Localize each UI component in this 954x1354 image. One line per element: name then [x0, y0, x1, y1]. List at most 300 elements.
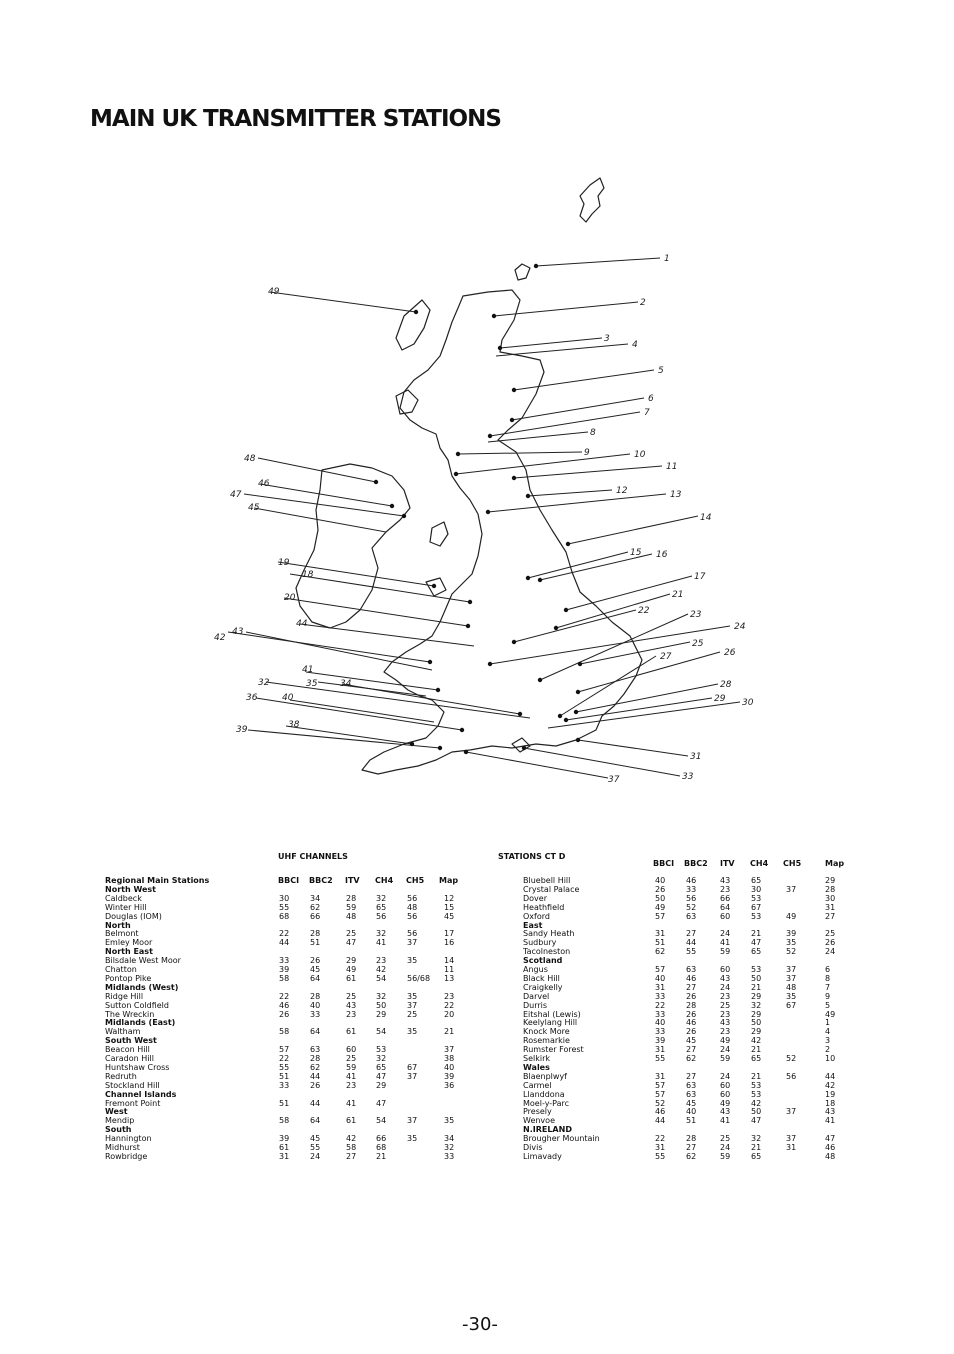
channel-cell: 24 [310, 1151, 321, 1161]
map-label: 43 [232, 627, 244, 637]
channel-cell: 26 [825, 938, 836, 948]
map-label: 10 [634, 450, 646, 460]
channel-cell: 6 [825, 965, 831, 974]
channel-cell: 51 [310, 938, 321, 948]
channel-cell: 46 [686, 876, 697, 885]
channel-cell: 47 [376, 1098, 387, 1108]
channel-cell: 45 [686, 1098, 697, 1108]
channel-cell: 54 [376, 1116, 387, 1126]
channel-cell: 5 [825, 1000, 831, 1010]
channel-cell: 18 [825, 1098, 836, 1108]
region-heading: West [105, 1107, 128, 1117]
station-name: Moel-y-Parc [523, 1098, 570, 1108]
station-name: Llanddona [523, 1089, 565, 1099]
channel-cell: 50 [751, 1107, 762, 1117]
region-heading: Channel Islands [105, 1089, 177, 1099]
channel-cell: 35 [786, 938, 797, 948]
channel-cell: 44 [686, 938, 697, 948]
channel-cell: 21 [444, 1027, 455, 1037]
channel-cell: 35 [786, 991, 797, 1001]
channel-cell: 52 [786, 1054, 797, 1063]
channel-cell: 37 [407, 1071, 418, 1081]
channel-cell: 56 [786, 1071, 797, 1081]
col-header: CH5 [406, 876, 425, 885]
channel-cell: 25 [407, 1009, 418, 1019]
region-heading: Scotland [523, 956, 563, 966]
right-table-header [523, 860, 853, 869]
channel-cell: 68 [279, 911, 290, 921]
channel-cell: 53 [376, 1045, 387, 1055]
col-header: CH4 [375, 876, 394, 885]
map-label: 7 [644, 408, 650, 418]
map-label: 16 [656, 550, 668, 560]
channel-cell: 39 [444, 1071, 455, 1081]
station-name: Limavady [523, 1151, 562, 1161]
station-name: Bilsdale West Moor [105, 956, 181, 966]
region-heading: North East [105, 947, 153, 957]
channel-cell: 41 [346, 1098, 357, 1108]
channel-cell: 41 [720, 1116, 731, 1126]
channel-cell: 45 [686, 1036, 697, 1046]
map-label: 25 [692, 639, 704, 649]
map-label: 8 [590, 428, 596, 438]
channel-cell: 42 [376, 965, 387, 974]
channel-cell: 27 [825, 911, 836, 921]
station-name: Blaenplwyf [523, 1071, 567, 1081]
map-label: 45 [248, 503, 260, 513]
channel-cell: 39 [279, 1134, 290, 1144]
station-name: Oxford [523, 911, 550, 921]
channel-cell: 22 [279, 1054, 290, 1063]
channel-cell: 57 [655, 965, 666, 974]
channel-cell: 42 [346, 1134, 357, 1144]
northern-ireland-outline [296, 464, 410, 628]
channel-cell: 26 [310, 956, 321, 966]
map-label: 5 [658, 366, 664, 376]
channel-cell: 30 [279, 893, 290, 903]
channel-cell: 29 [376, 1080, 387, 1090]
map-label: 4 [632, 340, 638, 350]
map-label: 42 [214, 633, 226, 643]
channel-cell: 37 [407, 938, 418, 948]
channel-cell: 31 [655, 1143, 666, 1152]
map-label: 47 [230, 490, 242, 500]
channel-cell: 29 [751, 991, 762, 1001]
channel-cell: 24 [720, 1045, 731, 1055]
channel-cell: 60 [720, 911, 731, 921]
map-label: 31 [690, 752, 702, 762]
channel-cell: 21 [751, 982, 762, 992]
channel-cell: 50 [751, 973, 762, 983]
channel-cell: 46 [279, 1000, 290, 1010]
channel-cell: 32 [444, 1143, 455, 1152]
station-name: Knock More [523, 1027, 570, 1037]
map-label: 1 [664, 254, 670, 264]
great-britain-outline [362, 290, 642, 774]
channel-cell: 24 [825, 947, 836, 957]
channel-cell: 61 [346, 973, 357, 983]
channel-cell: 37 [407, 1000, 418, 1010]
shetland-outline [580, 178, 604, 222]
channel-cell: 39 [786, 929, 797, 939]
channel-cell: 55 [655, 1151, 666, 1161]
channel-cell: 65 [376, 902, 387, 912]
station-name: Ridge Hill [105, 991, 144, 1001]
channel-cell: 52 [686, 902, 697, 912]
channel-cell: 65 [751, 1054, 762, 1063]
channel-cell: 49 [720, 1098, 731, 1108]
channel-cell: 48 [786, 982, 797, 992]
map-label: 6 [648, 394, 654, 404]
channel-cell: 49 [825, 1009, 836, 1019]
channel-cell: 15 [444, 902, 455, 912]
channel-cell: 26 [655, 884, 666, 894]
channel-cell: 29 [751, 1027, 762, 1037]
channel-cell: 55 [279, 902, 290, 912]
channel-cell: 51 [279, 1098, 290, 1108]
map-label: 35 [306, 679, 318, 689]
channel-cell: 24 [720, 929, 731, 939]
channel-cell: 17 [444, 929, 455, 939]
channel-cell: 43 [720, 1018, 731, 1028]
channel-cell: 42 [825, 1080, 836, 1090]
channel-cell: 40 [444, 1062, 455, 1072]
channel-cell: 43 [825, 1107, 836, 1117]
map-label: 22 [638, 606, 650, 616]
map-label: 36 [246, 693, 258, 703]
channel-cell: 44 [825, 1071, 836, 1081]
channel-cell: 53 [751, 1089, 762, 1099]
channel-cell: 66 [720, 893, 731, 903]
channel-cell: 40 [686, 1107, 697, 1117]
channel-cell: 42 [751, 1036, 762, 1046]
channel-cell: 46 [686, 973, 697, 983]
channel-cell: 37 [786, 1134, 797, 1144]
channel-cell: 22 [279, 929, 290, 939]
channel-cell: 33 [686, 884, 697, 894]
station-name: Winter Hill [105, 902, 147, 912]
channel-cell: 9 [825, 991, 831, 1001]
channel-cell: 26 [310, 1080, 321, 1090]
channel-cell: 62 [686, 1151, 697, 1161]
channel-cell: 7 [825, 982, 831, 992]
station-name: Waltham [105, 1027, 141, 1037]
channel-cell: 24 [720, 982, 731, 992]
channel-cell: 27 [686, 1045, 697, 1055]
channel-cell: 61 [346, 1027, 357, 1037]
orkney-outline [515, 264, 530, 280]
channel-cell: 58 [279, 1116, 290, 1126]
channel-cell: 26 [686, 991, 697, 1001]
station-name: Eitshal (Lewis) [523, 1009, 581, 1019]
channel-cell: 41 [376, 938, 387, 948]
map-label: 49 [268, 287, 280, 297]
channel-cell: 63 [686, 1080, 697, 1090]
channel-cell: 21 [751, 929, 762, 939]
channel-cell: 47 [751, 938, 762, 948]
channel-cell: 32 [376, 929, 387, 939]
col-header: BBCI [278, 876, 300, 885]
channel-cell: 60 [720, 1089, 731, 1099]
channel-cell: 45 [444, 911, 455, 921]
station-name: Chatton [105, 965, 137, 974]
station-name: Caldbeck [105, 893, 142, 903]
channel-cell: 24 [720, 1143, 731, 1152]
channel-cell: 30 [825, 893, 836, 903]
channel-cell: 48 [825, 1151, 836, 1161]
station-name: Hannington [105, 1134, 152, 1144]
channel-cell: 64 [310, 1116, 321, 1126]
channel-cell: 28 [346, 893, 357, 903]
channel-cell: 55 [279, 1062, 290, 1072]
channel-cell: 38 [444, 1054, 455, 1063]
channel-cell: 41 [346, 1071, 357, 1081]
channel-cell: 36 [444, 1080, 455, 1090]
map-label: 21 [672, 590, 684, 600]
channel-cell: 66 [310, 911, 321, 921]
station-name: Bluebell Hill [523, 876, 571, 885]
map-label: 46 [258, 479, 270, 489]
station-name: Keelylang Hill [523, 1018, 578, 1028]
map-label: 3 [604, 334, 610, 344]
station-name: Rosemarkie [523, 1036, 570, 1046]
channel-cell: 51 [279, 1071, 290, 1081]
station-name: Craigkelly [523, 982, 563, 992]
channel-cell: 55 [686, 947, 697, 957]
channel-cell: 48 [346, 911, 357, 921]
station-name: Beacon Hill [105, 1045, 150, 1055]
channel-cell: 32 [751, 1000, 762, 1010]
channel-cell: 67 [786, 1000, 797, 1010]
map-label: 18 [302, 570, 314, 580]
stations-ctd-heading: STATIONS CT D [498, 852, 566, 861]
channel-cell: 56 [407, 911, 418, 921]
map-label: 20 [284, 593, 296, 603]
channel-cell: 47 [825, 1134, 836, 1144]
channel-cell: 25 [346, 991, 357, 1001]
channel-cell: 39 [655, 1036, 666, 1046]
station-name: Fremont Point [105, 1098, 161, 1108]
channel-cell: 23 [346, 1009, 357, 1019]
channel-cell: 28 [825, 884, 836, 894]
region-heading: Regional Main Stations [105, 876, 210, 885]
channel-cell: 27 [346, 1151, 357, 1161]
channel-cell: 29 [376, 1009, 387, 1019]
channel-cell: 56 [686, 893, 697, 903]
channel-cell: 12 [444, 893, 455, 903]
channel-cell: 16 [444, 938, 455, 948]
channel-cell: 52 [655, 1098, 666, 1108]
channel-cell: 33 [310, 1009, 321, 1019]
channel-cell: 63 [686, 1089, 697, 1099]
left-table [105, 877, 485, 1177]
channel-cell: 32 [376, 991, 387, 1001]
channel-cell: 62 [686, 1054, 697, 1063]
region-heading: North West [105, 884, 156, 894]
region-heading: Wales [523, 1062, 550, 1072]
channel-cell: 23 [720, 1027, 731, 1037]
skye-outline [396, 390, 418, 414]
station-name: Wenvoe [523, 1116, 555, 1126]
channel-cell: 62 [655, 947, 666, 957]
channel-cell: 28 [686, 1000, 697, 1010]
col-header: Map [825, 859, 845, 868]
station-name: Sutton Coldfield [105, 1000, 169, 1010]
map-label: 39 [236, 725, 248, 735]
channel-cell: 2 [825, 1045, 831, 1055]
channel-cell: 51 [686, 1116, 697, 1126]
page-title: MAIN UK TRANSMITTER STATIONS [90, 106, 501, 132]
station-name: Redruth [105, 1071, 137, 1081]
station-name: Sudbury [523, 938, 557, 948]
region-heading: Midlands (West) [105, 982, 179, 992]
station-name: Darvel [523, 991, 550, 1001]
channel-cell: 1 [825, 1018, 831, 1028]
channel-cell: 21 [376, 1151, 387, 1161]
station-name: Stockland Hill [105, 1080, 160, 1090]
channel-cell: 51 [655, 938, 666, 948]
channel-cell: 35 [407, 1027, 418, 1037]
station-name: Divis [523, 1143, 543, 1152]
channel-cell: 48 [407, 902, 418, 912]
channel-cell: 67 [407, 1062, 418, 1072]
station-name: Huntshaw Cross [105, 1062, 170, 1072]
channel-cell: 37 [786, 1107, 797, 1117]
channel-cell: 63 [686, 965, 697, 974]
region-heading: N.IRELAND [523, 1125, 572, 1135]
station-name: Tacolneston [523, 947, 571, 957]
channel-cell: 31 [655, 982, 666, 992]
channel-cell: 25 [720, 1134, 731, 1144]
channel-cell: 28 [310, 929, 321, 939]
channel-cell: 41 [720, 938, 731, 948]
map-label: 11 [666, 462, 678, 472]
channel-cell: 49 [786, 911, 797, 921]
region-heading: South West [105, 1036, 157, 1046]
channel-cell: 67 [751, 902, 762, 912]
channel-cell: 50 [655, 893, 666, 903]
channel-cell: 23 [720, 1009, 731, 1019]
channel-cell: 32 [376, 893, 387, 903]
map-label: 48 [244, 454, 256, 464]
station-name: Mendip [105, 1116, 135, 1126]
channel-cell: 35 [444, 1116, 455, 1126]
channel-cell: 14 [444, 956, 455, 966]
channel-cell: 56/68 [407, 973, 431, 983]
channel-cell: 21 [751, 1045, 762, 1055]
channel-cell: 25 [346, 1054, 357, 1063]
map-label: 44 [296, 619, 308, 629]
channel-cell: 44 [655, 1116, 666, 1126]
channel-cell: 58 [279, 973, 290, 983]
station-name: Belmont [105, 929, 139, 939]
map-label: 27 [660, 652, 672, 662]
channel-cell: 46 [686, 1018, 697, 1028]
station-name: Heathfield [523, 902, 565, 912]
channel-cell: 34 [444, 1134, 455, 1144]
station-name: Caradon Hill [105, 1054, 154, 1063]
col-header: BBCI [653, 859, 675, 868]
channel-cell: 35 [407, 956, 418, 966]
channel-cell: 31 [786, 1143, 797, 1152]
col-header: BBC2 [309, 876, 333, 885]
channel-cell: 62 [310, 902, 321, 912]
channel-cell: 27 [686, 929, 697, 939]
channel-cell: 42 [751, 1098, 762, 1108]
channel-cell: 65 [751, 1151, 762, 1161]
station-name: Rumster Forest [523, 1045, 584, 1055]
channel-cell: 44 [310, 1071, 321, 1081]
channel-cell: 61 [279, 1143, 290, 1152]
channel-cell: 33 [279, 956, 290, 966]
channel-cell: 27 [686, 982, 697, 992]
map-label: 37 [608, 775, 620, 785]
channel-cell: 4 [825, 1027, 831, 1037]
channel-cell: 65 [376, 1062, 387, 1072]
station-name: Dover [523, 893, 547, 903]
channel-cell: 64 [310, 973, 321, 983]
col-header: CH4 [750, 859, 769, 868]
map-label: 29 [714, 694, 726, 704]
channel-cell: 65 [751, 947, 762, 957]
station-name: The Wreckin [105, 1009, 155, 1019]
map-label: 28 [720, 680, 732, 690]
channel-cell: 57 [655, 1089, 666, 1099]
channel-cell: 40 [655, 876, 666, 885]
col-header: Map [439, 876, 459, 885]
map-label: 15 [630, 548, 642, 558]
channel-cell: 47 [376, 1071, 387, 1081]
channel-cell: 39 [279, 965, 290, 974]
channel-cell: 55 [310, 1143, 321, 1152]
channel-cell: 53 [751, 1080, 762, 1090]
channel-cell: 33 [655, 1009, 666, 1019]
channel-cell: 27 [686, 1071, 697, 1081]
channel-cell: 33 [655, 991, 666, 1001]
channel-cell: 33 [444, 1151, 455, 1161]
channel-cell: 37 [407, 1116, 418, 1126]
station-name: Midhurst [105, 1143, 140, 1152]
channel-cell: 40 [310, 1000, 321, 1010]
channel-cell: 23 [720, 884, 731, 894]
region-heading: South [105, 1125, 132, 1135]
channel-cell: 27 [686, 1143, 697, 1152]
channel-cell: 60 [346, 1045, 357, 1055]
channel-cell: 40 [655, 973, 666, 983]
channel-cell: 26 [279, 1009, 290, 1019]
channel-cell: 33 [655, 1027, 666, 1037]
map-label: 40 [282, 693, 294, 703]
channel-cell: 8 [825, 973, 831, 983]
channel-cell: 49 [720, 1036, 731, 1046]
channel-cell: 20 [444, 1009, 455, 1019]
anglesey-outline [426, 578, 446, 596]
channel-cell: 28 [310, 1054, 321, 1063]
map-label: 13 [670, 490, 682, 500]
channel-cell: 55 [655, 1054, 666, 1063]
station-name: Angus [523, 965, 548, 974]
channel-cell: 32 [751, 1134, 762, 1144]
station-name: Brougher Mountain [523, 1134, 600, 1144]
col-header: CH5 [783, 859, 802, 868]
channel-cell: 58 [346, 1143, 357, 1152]
channel-cell: 43 [346, 1000, 357, 1010]
channel-cell: 24 [720, 1071, 731, 1081]
map-label: 30 [742, 698, 754, 708]
channel-cell: 13 [444, 973, 455, 983]
channel-cell: 54 [376, 1027, 387, 1037]
channel-cell: 45 [310, 1134, 321, 1144]
